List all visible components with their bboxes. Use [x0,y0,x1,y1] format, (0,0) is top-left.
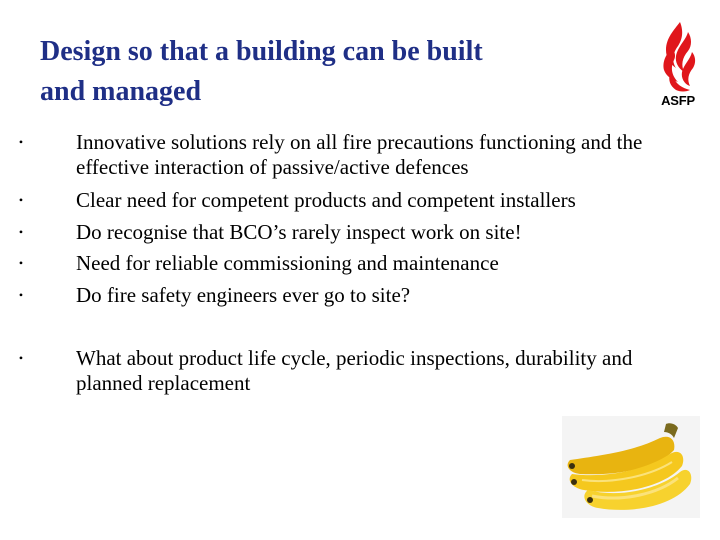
bullet-item [18,283,666,308]
bullet-marker: • [18,225,24,239]
bullet-marker: • [18,351,24,365]
bullet-item [18,188,666,213]
title-line-1: Design so that a building can be built [40,36,483,67]
logo-text: ASFP [661,93,695,108]
bullet-item [18,130,666,180]
bullet-marker: • [18,193,24,207]
bullet-text: Do recognise that BCO’s rarely inspect work on site! [76,220,522,244]
bullet-text: Do fire safety engineers ever go to site? [76,283,411,307]
bullet-text: Clear need for competent products and competent installers [76,188,576,212]
bullet-text: Innovative solutions rely on all fire precautions functioning and the effective interaction of passive/active defences [76,130,643,179]
bullet-text: What about product life cycle, periodic inspections, durability and planned replacement [76,346,633,395]
bullet-marker: • [18,288,24,302]
bullet-item [18,220,666,245]
title-line-2: and managed [40,76,202,107]
bananas-image [562,416,700,518]
bullet-item [18,346,666,396]
bullet-marker: • [18,256,24,270]
bananas-icon [562,416,700,518]
bullet-marker: • [18,135,24,149]
bullet-item [18,251,666,276]
bullet-text: Need for reliable commissioning and maintenance [76,251,499,275]
